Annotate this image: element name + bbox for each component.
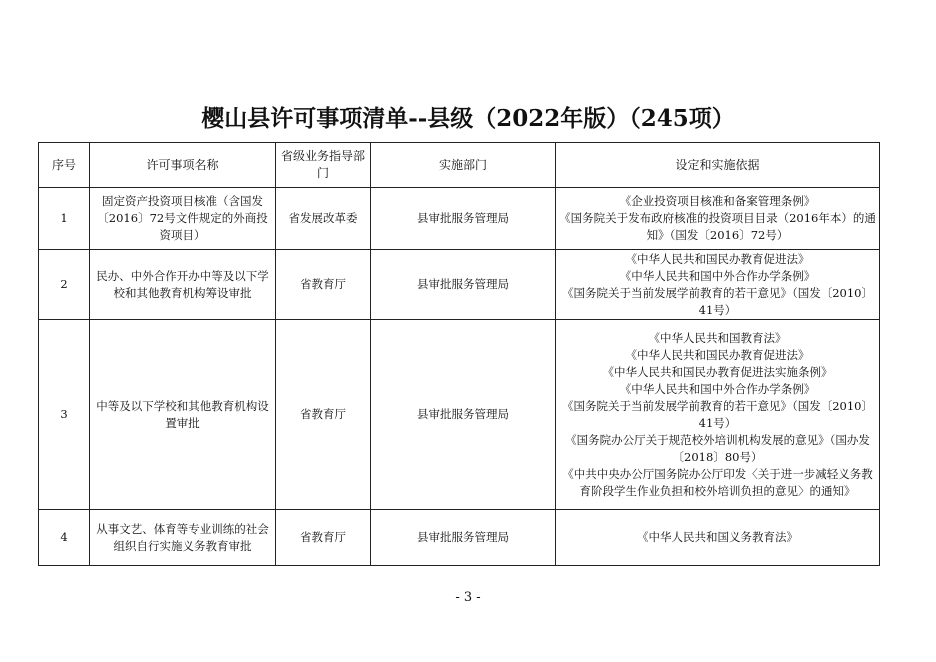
row-name: 固定资产投资项目核准（含国发〔2016〕72号文件规定的外商投资项目） xyxy=(90,188,276,250)
row-name: 民办、中外合作开办中等及以下学校和其他教育机构筹设审批 xyxy=(90,250,276,320)
basis-line: 《中华人民共和国中外合作办学条例》 xyxy=(619,268,816,283)
row-basis xyxy=(556,250,880,320)
basis-line: 《中华人民共和国义务教育法》 xyxy=(637,530,798,544)
header-guide: 省级业务指导部门 xyxy=(276,143,371,188)
row-guide: 省教育厅 xyxy=(276,250,371,320)
basis-line: 《中共中央办公厅国务院办公厅印发〈关于进一步减轻义务教育阶段学生作业负担和校外培训负担的意见〉的通知》 xyxy=(562,466,873,498)
table-row xyxy=(39,188,880,250)
page-number: - 3 - xyxy=(455,590,481,605)
basis-line: 《中华人民共和国民办教育促进法实施条例》 xyxy=(602,364,833,379)
row-index: 1 xyxy=(39,188,90,250)
row-dept: 县审批服务管理局 xyxy=(371,320,556,510)
basis-line: 《国务院办公厅关于规范校外培训机构发展的意见》（国办发〔2018〕80号） xyxy=(565,432,870,464)
row-index: 2 xyxy=(39,250,90,320)
table-row xyxy=(39,250,880,320)
row-name: 中等及以下学校和其他教育机构设置审批 xyxy=(90,320,276,510)
basis-line: 《中华人民共和国民办教育促进法》 xyxy=(625,251,810,266)
basis-line: 《国务院关于当前发展学前教育的若干意见》（国发〔2010〕41号） xyxy=(561,285,873,317)
basis-line: 《企业投资项目核准和备案管理条例》 xyxy=(619,194,816,208)
header-dept: 实施部门 xyxy=(371,143,556,188)
row-guide: 省教育厅 xyxy=(276,320,371,510)
basis-line: 《中华人民共和国中外合作办学条例》 xyxy=(619,381,816,396)
row-index: 4 xyxy=(39,510,90,566)
table-header-row xyxy=(39,143,880,188)
table-row xyxy=(39,510,880,566)
header-basis: 设定和实施依据 xyxy=(556,143,880,188)
header-index: 序号 xyxy=(39,143,90,188)
page-title: 樱山县许可事项清单--县级（2022年版）（245项） xyxy=(201,105,735,132)
row-guide: 省教育厅 xyxy=(276,510,371,566)
row-dept: 县审批服务管理局 xyxy=(371,188,556,250)
row-basis xyxy=(556,188,880,250)
row-dept: 县审批服务管理局 xyxy=(371,250,556,320)
row-name: 从事文艺、体育等专业训练的社会组织自行实施义务教育审批 xyxy=(90,510,276,566)
basis-line: 《国务院关于发布政府核准的投资项目目录（2016年本）的通知》（国发〔2016〕72号） xyxy=(559,211,876,242)
row-guide: 省发展改革委 xyxy=(276,188,371,250)
row-basis xyxy=(556,320,880,510)
header-name: 许可事项名称 xyxy=(90,143,276,188)
basis-line: 《中华人民共和国民办教育促进法》 xyxy=(625,347,810,362)
basis-line: 《国务院关于当前发展学前教育的若干意见》（国发〔2010〕41号） xyxy=(561,398,873,430)
row-index: 3 xyxy=(39,320,90,510)
basis-line: 《中华人民共和国教育法》 xyxy=(648,330,787,345)
row-dept: 县审批服务管理局 xyxy=(371,510,556,566)
row-basis xyxy=(556,510,880,566)
table-row xyxy=(39,320,880,510)
permit-list-table xyxy=(38,142,880,566)
